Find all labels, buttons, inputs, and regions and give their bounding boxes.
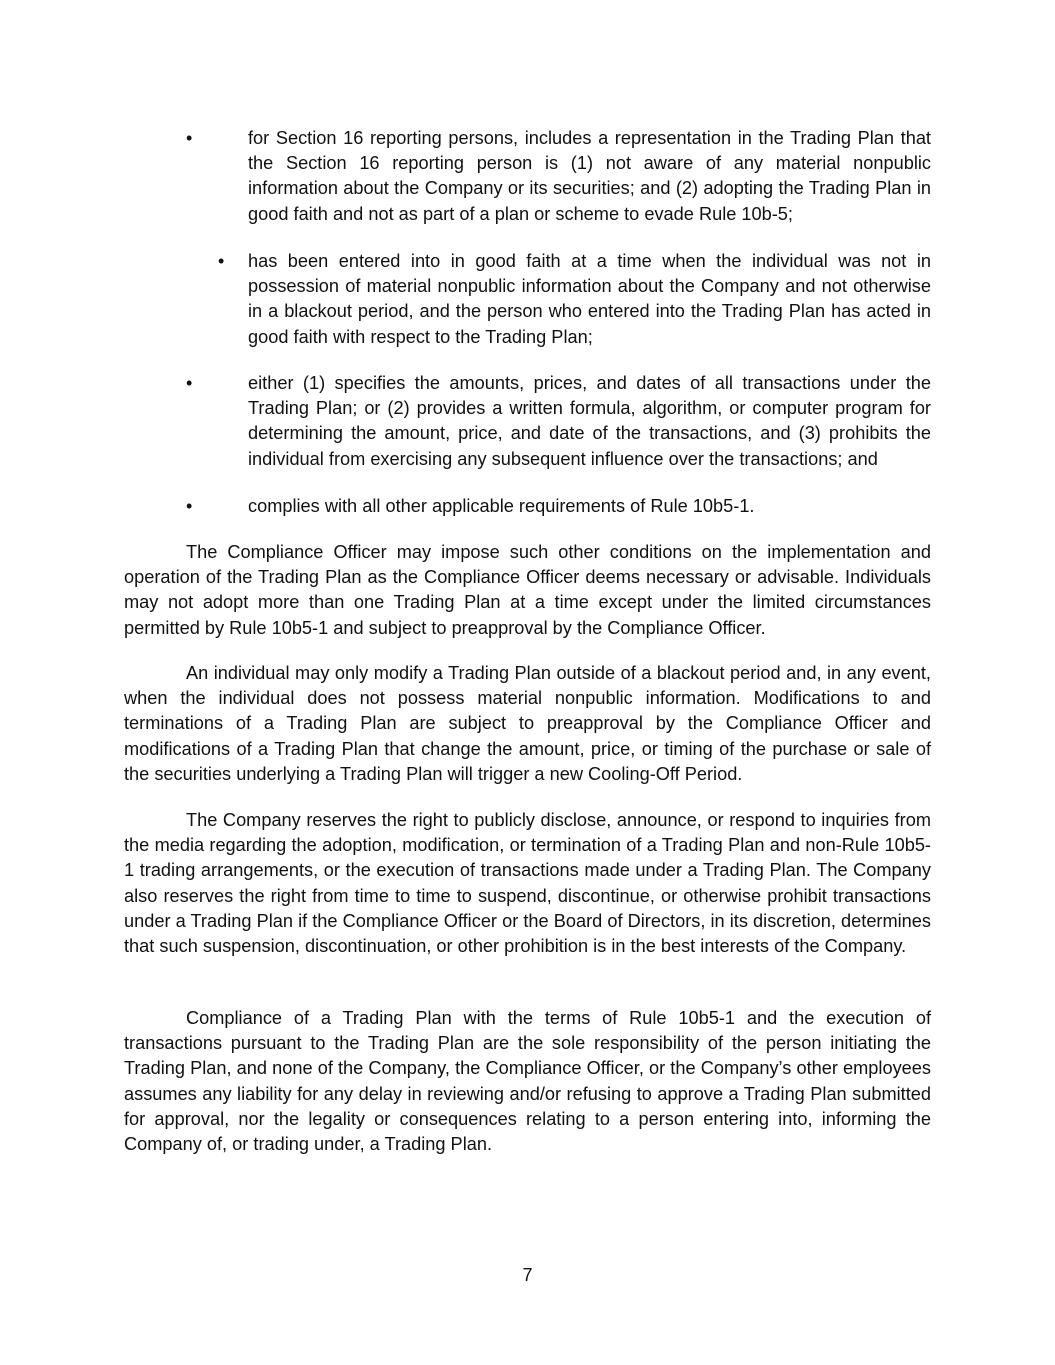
page-number: 7 (522, 1265, 533, 1285)
bullet-marker: • (186, 128, 193, 148)
bullet-item-other-requirements: complies with all other applicable requirements of Rule 10b5-1. (248, 496, 755, 516)
bullet-item-section16-representation: for Section 16 reporting persons, includes a representation in the Trading Plan that the Section 16 reporting person is (1) not aware of any material nonpublic information about the Company or its securities; and (2) adopting the Trading Plan in good faith and not as part of a plan or scheme to evade Rule 10b-5; (248, 128, 931, 224)
bullet-item-transaction-terms: either (1) specifies the amounts, prices, and dates of all transactions under the Trading Plan; or (2) provides a written formula, algorithm, or computer program for determining the amount, price, and date of the transactions, and (3) prohibits the individual from exercising any subsequent influence over the transactions; and (248, 373, 931, 469)
bullet-item-good-faith: has been entered into in good faith at a time when the individual was not in possession of material nonpublic information about the Company and not otherwise in a blackout period, and the person who entered into the Trading Plan has acted in good faith with respect to the Trading Plan; (248, 251, 931, 347)
bullet-marker: • (186, 496, 193, 516)
paragraph-compliance-conditions: The Compliance Officer may impose such other conditions on the implementation and operation of the Trading Plan as the Compliance Officer deems necessary or advisable. Individuals may not adopt more than one Trading Plan at a time except under the limited circumstances permitted by Rule 10b5-1 and subject to preapproval by the Compliance Officer. (124, 542, 931, 638)
bullet-marker: • (218, 251, 225, 271)
paragraph-company-disclosure: The Company reserves the right to publicly disclose, announce, or respond to inquiries from the media regarding the adoption, modification, or termination of a Trading Plan and non-Rule 10b5-1 trading arrangements, or the execution of transactions made under a Trading Plan. The Company also reserves the right from time to time to suspend, discontinue, or otherwise prohibit transactions under a Trading Plan if the Compliance Officer or the Board of Directors, in its discretion, determines that such suspension, discontinuation, or other prohibition is in the best interests of the Company. (124, 810, 931, 957)
bullet-marker: • (186, 373, 193, 393)
paragraph-plan-modification: An individual may only modify a Trading Plan outside of a blackout period and, in any event, when the individual does not possess material nonpublic information. Modifications to and terminations of a Trading Plan are subject to preapproval by the Compliance Officer and modifications of a Trading Plan that change the amount, price, or timing of the purchase or sale of the securities underlying a Trading Plan will trigger a new Cooling-Off Period. (124, 663, 931, 784)
paragraph-sole-responsibility: Compliance of a Trading Plan with the terms of Rule 10b5-1 and the execution of transactions pursuant to the Trading Plan are the sole responsibility of the person initiating the Trading Plan, and none of the Company, the Compliance Officer, or the Company’s other employees assumes any liability for any delay in reviewing and/or refusing to approve a Trading Plan submitted for approval, nor the legality or consequences relating to a person entering into, informing the Company of, or trading under, a Trading Plan. (124, 1008, 931, 1155)
